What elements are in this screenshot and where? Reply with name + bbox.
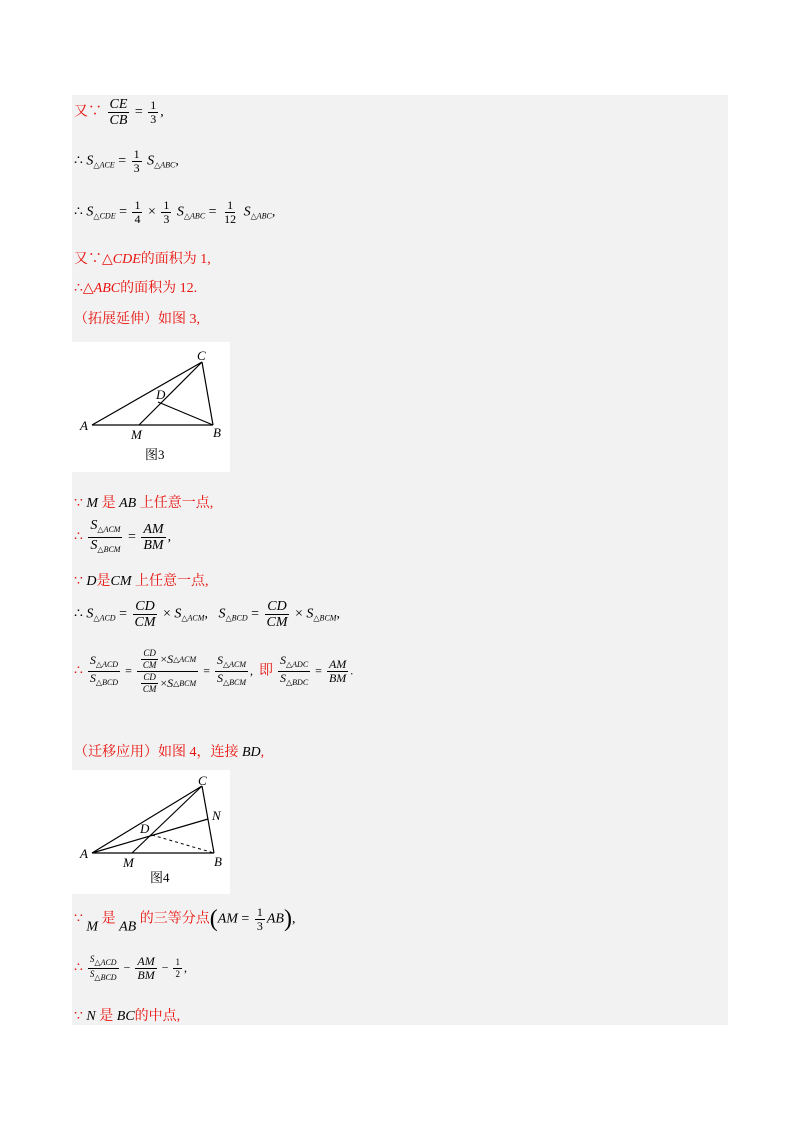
line-complex-ratio: ∴ $\frac{S_{\triangle ACD}}{S_{\triangle BCD}}$ = $\frac{CD}{CM}$ × S △ACM $\frac{CD}{CM}$ × S △BCM = $\frac{S_{\triangle ACM}}{S_{\triangle BCM}}$ , 即 $\frac{S_{\triangle ADC}}{S_{\triangle BDC}}$ = $\frac{AM}{BM}$ . bbox=[74, 648, 354, 694]
segment-ac bbox=[92, 362, 202, 425]
figure-4 bbox=[72, 770, 230, 894]
fraction-am-bm-2: $\frac{AM}{BM}$ bbox=[328, 657, 347, 685]
fraction-one-fourth: $\frac{1}{4}$ bbox=[134, 198, 141, 226]
line-m-on-ab: ∵ M 是 AB 上任意一点, bbox=[74, 496, 214, 511]
label-c: C bbox=[197, 348, 206, 363]
figure-4-caption: 图4 bbox=[150, 870, 170, 885]
line-d-on-cm: ∵ D是CM 上任意一点, bbox=[74, 574, 209, 589]
label-m: M bbox=[131, 427, 142, 442]
segment-db bbox=[158, 402, 213, 425]
label-n: N bbox=[212, 808, 221, 823]
fraction-one-third: $\frac{1}{3}$ bbox=[133, 147, 140, 175]
segment-ac bbox=[92, 786, 202, 853]
fraction-cd-cm-2: $\frac{CD}{CM}$ bbox=[266, 599, 288, 630]
segment-bc bbox=[202, 362, 213, 425]
label-d: D bbox=[156, 387, 166, 402]
label-b: B bbox=[214, 854, 222, 869]
fraction-s-acm-s-bcm: $\frac{S_{\triangle ACM}}{S_{\triangle BCM}}$ bbox=[90, 518, 121, 554]
figure-3 bbox=[72, 342, 230, 472]
fraction-am-bm: $\frac{AM}{BM}$ bbox=[143, 522, 164, 553]
segment-an bbox=[92, 819, 208, 853]
segment-cm bbox=[132, 786, 202, 853]
line-extension-heading: （拓展延伸）如图 3, bbox=[74, 312, 200, 327]
label-m: M bbox=[123, 855, 134, 870]
line-n-midpoint: ∵ N 是 BC的中点, bbox=[74, 1009, 181, 1024]
fraction-s-acd-s-bcd: $\frac{S_{\triangle ACD}}{S_{\triangle BCD}}$ bbox=[89, 653, 119, 687]
line-transfer-heading: （迁移应用）如图 4，连接 BD, bbox=[74, 745, 265, 760]
line-s-cde: ∴ $S_{\triangle CDE}$ = $\frac{1}{4}$ × $\frac{1}{3}$ $S_{\triangle ABC}$ = $\frac{1}{12}$ $S_{\triangle ABC}$, bbox=[74, 198, 276, 226]
compound-fraction: $\frac{CD}{CM}$ × S △ACM $\frac{CD}{CM}$ × S △BCM bbox=[137, 648, 198, 695]
segment-cm bbox=[139, 362, 202, 425]
fraction-one-twelfth: $\frac{1}{12}$ bbox=[224, 198, 237, 226]
fraction-one-half: $\frac{1}{2}$ bbox=[175, 957, 180, 979]
label-b: B bbox=[213, 425, 221, 440]
label-d: D bbox=[140, 821, 150, 836]
fraction-one-third: $\frac{1}{3}$ bbox=[150, 98, 157, 126]
segment-bd-dashed bbox=[152, 835, 214, 853]
label-c: C bbox=[198, 773, 207, 788]
line-s-ace: ∴ $S_{\triangle ACE}$ = $\frac{1}{3}$ $S_{\triangle ABC}$, bbox=[74, 147, 179, 175]
line-m-trisection: ∵ M 是 AB 的三等分点(AM = $\frac{1}{3}$ AB), bbox=[74, 905, 296, 935]
fraction-cd-cm: $\frac{CD}{CM}$ bbox=[134, 599, 156, 630]
label-a: A bbox=[80, 846, 88, 861]
figure-3-caption: 图3 bbox=[145, 447, 165, 462]
fraction-ce-cb: $\frac{CE}{CB}$ bbox=[109, 97, 128, 128]
line-ce-cb-ratio: 又∵ $\frac{CE}{CB}$ = $\frac{1}{3}$ , bbox=[74, 97, 164, 128]
figure-3-diagram bbox=[72, 342, 230, 472]
line-s-acd-s-bcd: ∴ $S_{\triangle ACD}$ = $\frac{CD}{CM}$ × $S_{\triangle ACM}$, $S_{\triangle BCD}$ = $\frac{CD}{CM}$ × $S_{\triangle BCM}$, bbox=[74, 599, 340, 630]
line-acm-bcm-ratio: ∴ $\frac{S_{\triangle ACM}}{S_{\triangle BCM}}$ = $\frac{AM}{BM}$ , bbox=[74, 518, 171, 557]
fraction-s-acd-s-bcd-2: $\frac{\text{S△ACD}}{\text{S△BCD}}$ bbox=[89, 954, 117, 982]
figure-4-diagram bbox=[72, 770, 230, 894]
fraction-s-acm-s-bcm-2: $\frac{S_{\triangle ACM}}{S_{\triangle BCM}}$ bbox=[216, 653, 247, 687]
line-abd-ratio: ∴ $\frac{\text{S△ACD}}{\text{S△BCD}}$ − $\frac{AM}{BM}$ − $\frac{1}{2}$ , bbox=[74, 954, 187, 982]
line-cde-area: 又∵△CDE的面积为 1, bbox=[74, 252, 211, 267]
line-abc-area: ∴△ABC的面积为 12. bbox=[74, 281, 198, 296]
fraction-s-adc-s-bdc: $\frac{S_{\triangle ADC}}{S_{\triangle BDC}}$ bbox=[280, 653, 309, 687]
fraction-am-bm-3: $\frac{AM}{BM}$ bbox=[137, 954, 155, 982]
fraction-one-third: $\frac{1}{3}$ bbox=[163, 198, 170, 226]
label-a: A bbox=[80, 418, 88, 433]
fraction-one-third: $\frac{1}{3}$ bbox=[256, 905, 263, 933]
